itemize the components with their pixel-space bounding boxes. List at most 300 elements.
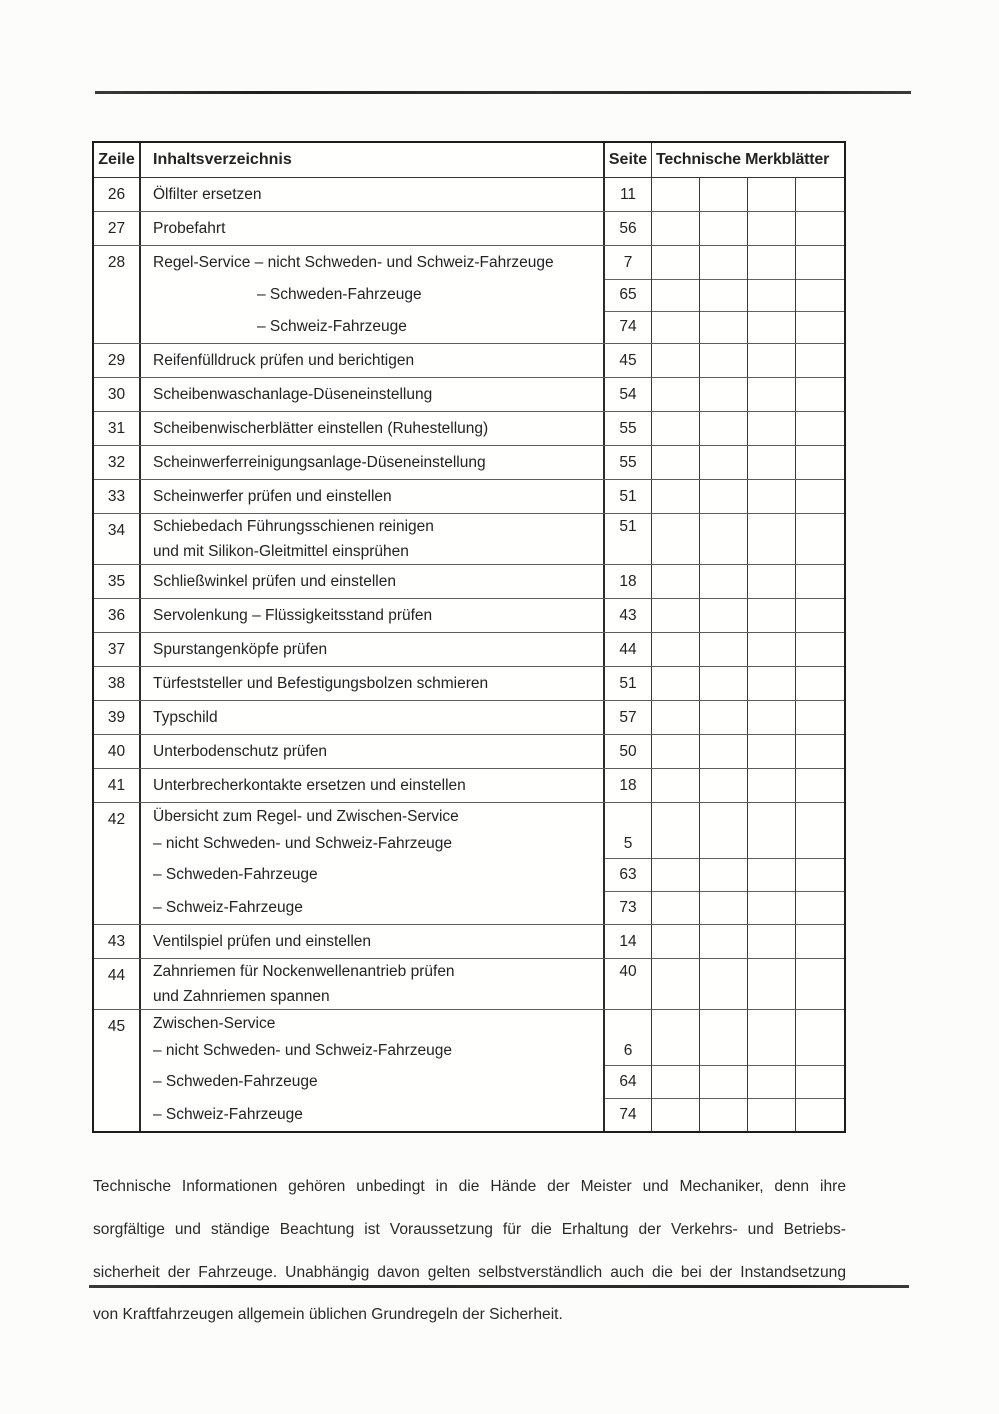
- content-line: [141, 412, 603, 445]
- page-number: 51: [619, 487, 637, 505]
- content-cell: [141, 701, 605, 734]
- content-cell: [141, 565, 605, 598]
- content-line-text: Typschild: [153, 708, 218, 726]
- row-number-cell: [94, 925, 141, 958]
- merkblatt-cell: [700, 246, 748, 279]
- page-and-merkblatt-block: [605, 667, 844, 700]
- merkblatt-cell: [748, 480, 796, 513]
- content-line: [141, 178, 603, 211]
- merkblatt-cell: [700, 514, 748, 564]
- header-technische-merkblaetter: [652, 143, 844, 177]
- merkblatt-cell: [748, 1010, 796, 1065]
- page-and-merkblatt-block: [605, 514, 844, 564]
- content-segment: [141, 925, 603, 958]
- page-number-cell: [605, 1010, 652, 1065]
- page-number: 55: [619, 419, 637, 437]
- merkblatt-cell: [700, 735, 748, 768]
- page-number: 7: [623, 253, 633, 271]
- content-line-text: Scheinwerfer prüfen und einstellen: [153, 487, 392, 505]
- content-line-text: Scheibenwischerblätter einstellen (Ruhestellung): [153, 419, 489, 437]
- row-number: 29: [107, 351, 126, 369]
- row-number: 38: [107, 674, 126, 692]
- row-number: 31: [107, 419, 126, 437]
- row-number: 45: [107, 1017, 126, 1035]
- page-number: 64: [619, 1072, 637, 1090]
- page-number: 14: [619, 932, 637, 950]
- row-segment: [605, 769, 844, 802]
- content-line-text: Regel-Service – nicht Schweden- und Schweiz-Fahrzeuge: [153, 253, 554, 271]
- content-segment: [141, 378, 603, 411]
- merkblatt-cell: [748, 858, 796, 891]
- merkblatt-cell: [796, 803, 844, 858]
- page-number: 73: [619, 898, 637, 916]
- page-number-cell: [605, 959, 652, 1009]
- header-zeile: [94, 143, 141, 177]
- page-number-cell: [605, 1098, 652, 1131]
- merkblatt-cell: [652, 667, 700, 700]
- content-line: [141, 246, 603, 279]
- page-number-cell: [605, 378, 652, 411]
- table-row: [94, 924, 844, 958]
- merkblatt-cell: [748, 701, 796, 734]
- content-segment: [141, 514, 603, 564]
- content-segment: [141, 212, 603, 245]
- content-line-text: Spurstangenköpfe prüfen: [153, 640, 328, 658]
- page-number-cell: [605, 344, 652, 377]
- merkblatt-cell: [652, 925, 700, 958]
- page-number-cell: [605, 178, 652, 211]
- merkblatt-cell: [652, 858, 700, 891]
- merkblatt-cell: [700, 959, 748, 1009]
- table-row: [94, 734, 844, 768]
- page-and-merkblatt-block: [605, 925, 844, 958]
- row-number: 28: [107, 253, 126, 271]
- content-line: [141, 311, 603, 343]
- content-line: [141, 446, 603, 479]
- content-cell: [141, 378, 605, 411]
- page-number-cell: [605, 925, 652, 958]
- page-number: 18: [619, 572, 637, 590]
- content-segment: [141, 891, 603, 924]
- content-line-text: – Schweden-Fahrzeuge: [257, 286, 422, 303]
- row-number-cell: [94, 633, 141, 666]
- merkblatt-cell: [748, 446, 796, 479]
- merkblatt-cell: [796, 891, 844, 924]
- merkblatt-cell: [748, 1065, 796, 1098]
- content-cell: [141, 1010, 605, 1131]
- row-number-cell: [94, 565, 141, 598]
- table-row: [94, 632, 844, 666]
- page-number: 74: [619, 1105, 637, 1123]
- page-and-merkblatt-block: [605, 735, 844, 768]
- merkblatt-cell: [652, 246, 700, 279]
- content-segment: [141, 633, 603, 666]
- row-segment: [605, 1065, 844, 1098]
- merkblatt-cell: [796, 178, 844, 211]
- merkblatt-cell: [748, 412, 796, 445]
- content-segment: [141, 178, 603, 211]
- merkblatt-cell: [796, 344, 844, 377]
- row-segment: [605, 378, 844, 411]
- page-number-cell: [605, 701, 652, 734]
- content-line-text: Unterbrecherkontakte ersetzen und einstellen: [153, 776, 466, 794]
- merkblatt-cell: [796, 246, 844, 279]
- row-number-cell: [94, 959, 141, 1009]
- page-number-cell: [605, 1065, 652, 1098]
- content-segment: [141, 412, 603, 445]
- content-segment: [141, 311, 603, 343]
- page-and-merkblatt-block: [605, 769, 844, 802]
- row-segment: [605, 212, 844, 245]
- row-segment: [605, 178, 844, 211]
- page-number: 11: [619, 185, 637, 203]
- merkblatt-cell: [700, 891, 748, 924]
- content-segment: [141, 769, 603, 802]
- row-number: 26: [107, 185, 126, 203]
- content-line: [141, 539, 603, 564]
- merkblatt-cell: [748, 344, 796, 377]
- merkblatt-cell: [748, 803, 796, 858]
- content-line: [141, 1065, 603, 1098]
- page-number-cell: [605, 803, 652, 858]
- merkblatt-cell: [796, 412, 844, 445]
- merkblatt-cell: [652, 959, 700, 1009]
- table-row: [94, 343, 844, 377]
- row-number-cell: [94, 480, 141, 513]
- content-segment: [141, 1098, 603, 1131]
- row-segment: [605, 667, 844, 700]
- row-segment: [605, 959, 844, 1009]
- merkblatt-cell: [700, 701, 748, 734]
- row-number: 37: [107, 640, 126, 658]
- merkblatt-cell: [700, 1065, 748, 1098]
- row-number-cell: [94, 667, 141, 700]
- page-number: 45: [619, 351, 637, 369]
- row-number-cell: [94, 212, 141, 245]
- merkblatt-cell: [700, 633, 748, 666]
- merkblatt-cell: [652, 1098, 700, 1131]
- content-line-text: Zahnriemen für Nockenwellenantrieb prüfen: [153, 962, 455, 980]
- content-segment: [141, 1065, 603, 1098]
- row-number: 39: [107, 708, 126, 726]
- content-cell: [141, 735, 605, 768]
- merkblatt-cell: [700, 178, 748, 211]
- row-segment: [605, 311, 844, 343]
- row-segment: [605, 803, 844, 858]
- merkblatt-cell: [652, 446, 700, 479]
- row-number-cell: [94, 803, 141, 924]
- row-number: 34: [107, 521, 126, 539]
- content-segment: [141, 701, 603, 734]
- merkblatt-cell: [652, 803, 700, 858]
- content-line: [141, 279, 603, 311]
- merkblatt-cell: [748, 959, 796, 1009]
- row-number-cell: [94, 1010, 141, 1131]
- page-number: 51: [619, 517, 637, 535]
- merkblatt-cell: [700, 769, 748, 802]
- footer-note: [93, 1176, 846, 1326]
- row-segment: [605, 858, 844, 891]
- content-line: [141, 891, 603, 924]
- page-number-cell: [605, 412, 652, 445]
- top-divider-line: [95, 91, 911, 94]
- page-and-merkblatt-block: [605, 412, 844, 445]
- merkblatt-cell: [652, 311, 700, 343]
- merkblatt-cell: [748, 514, 796, 564]
- merkblatt-cell: [652, 599, 700, 632]
- page-and-merkblatt-block: [605, 446, 844, 479]
- content-line: [141, 803, 603, 831]
- row-number-cell: [94, 378, 141, 411]
- content-cell: [141, 344, 605, 377]
- merkblatt-cell: [796, 633, 844, 666]
- page-number-cell: [605, 446, 652, 479]
- content-line-text: und Zahnriemen spannen: [153, 987, 330, 1005]
- table-row: [94, 445, 844, 479]
- merkblatt-cell: [796, 1065, 844, 1098]
- content-cell: [141, 480, 605, 513]
- header-zeile-label: Zeile: [98, 151, 135, 168]
- merkblatt-cell: [700, 279, 748, 311]
- merkblatt-cell: [748, 378, 796, 411]
- merkblatt-cell: [748, 667, 796, 700]
- content-line: [141, 769, 603, 802]
- row-segment: [605, 514, 844, 564]
- table-row: [94, 479, 844, 513]
- merkblatt-cell: [748, 279, 796, 311]
- content-line-text: Schiebedach Führungsschienen reinigen: [153, 517, 434, 535]
- content-cell: [141, 246, 605, 343]
- merkblatt-cell: [700, 667, 748, 700]
- table-row: [94, 377, 844, 411]
- page-number-cell: [605, 633, 652, 666]
- merkblatt-cell: [796, 599, 844, 632]
- row-segment: [605, 344, 844, 377]
- content-segment: [141, 803, 603, 858]
- merkblatt-cell: [796, 446, 844, 479]
- content-line: [141, 1098, 603, 1131]
- table-body: [94, 178, 844, 1131]
- row-number-cell: [94, 446, 141, 479]
- content-line: [141, 858, 603, 891]
- page-number-cell: [605, 891, 652, 924]
- row-number-cell: [94, 599, 141, 632]
- row-number: 42: [107, 810, 126, 828]
- merkblatt-cell: [700, 1010, 748, 1065]
- merkblatt-cell: [652, 412, 700, 445]
- content-segment: [141, 1010, 603, 1065]
- page-number: 56: [619, 219, 637, 237]
- page-and-merkblatt-block: [605, 378, 844, 411]
- merkblatt-cell: [652, 1065, 700, 1098]
- page-number: 40: [619, 962, 637, 980]
- row-number: 36: [107, 606, 126, 624]
- merkblatt-cell: [796, 279, 844, 311]
- merkblatt-cell: [748, 633, 796, 666]
- merkblatt-cell: [652, 514, 700, 564]
- page-number-cell: [605, 212, 652, 245]
- merkblatt-cell: [796, 667, 844, 700]
- content-line-text: Scheibenwaschanlage-Düseneinstellung: [153, 385, 433, 403]
- merkblatt-cell: [652, 701, 700, 734]
- footer-line: sicherheit der Fahrzeuge. Unabhängig davon gelten selbstverständlich auch die bei der Instandsetzung: [93, 1263, 846, 1281]
- content-cell: [141, 514, 605, 564]
- merkblatt-cell: [748, 599, 796, 632]
- content-line: [141, 667, 603, 700]
- merkblatt-cell: [652, 633, 700, 666]
- merkblatt-cell: [748, 891, 796, 924]
- page-number-cell: [605, 858, 652, 891]
- page-number: 44: [619, 640, 637, 658]
- row-segment: [605, 701, 844, 734]
- content-line: [141, 565, 603, 598]
- page-and-merkblatt-block: [605, 565, 844, 598]
- page-and-merkblatt-block: [605, 178, 844, 211]
- content-segment: [141, 565, 603, 598]
- page-and-merkblatt-block: [605, 212, 844, 245]
- content-line: [141, 1038, 603, 1066]
- merkblatt-cell: [652, 735, 700, 768]
- page-and-merkblatt-block: [605, 803, 844, 924]
- page-number-cell: [605, 311, 652, 343]
- merkblatt-cell: [700, 412, 748, 445]
- content-cell: [141, 769, 605, 802]
- merkblatt-cell: [700, 446, 748, 479]
- row-segment: [605, 1010, 844, 1065]
- content-line-text: Unterbodenschutz prüfen: [153, 742, 328, 760]
- merkblatt-cell: [700, 565, 748, 598]
- page-number-cell: [605, 514, 652, 564]
- row-number: 27: [107, 219, 126, 237]
- row-number-cell: [94, 735, 141, 768]
- content-segment: [141, 599, 603, 632]
- content-line-text: – Schweden-Fahrzeuge: [153, 1072, 318, 1090]
- row-segment: [605, 599, 844, 632]
- table-row: [94, 666, 844, 700]
- merkblatt-cell: [700, 599, 748, 632]
- merkblatt-cell: [796, 701, 844, 734]
- page-number-cell: [605, 735, 652, 768]
- content-cell: [141, 925, 605, 958]
- content-line-text: und mit Silikon-Gleitmittel einsprühen: [153, 542, 409, 560]
- page-number: 65: [619, 286, 637, 303]
- merkblatt-cell: [796, 769, 844, 802]
- content-segment: [141, 858, 603, 891]
- content-line-text: – Schweiz-Fahrzeuge: [153, 1105, 303, 1123]
- content-line-text: Ventilspiel prüfen und einstellen: [153, 932, 372, 950]
- content-line: [141, 212, 603, 245]
- merkblatt-cell: [796, 378, 844, 411]
- footer-line: Technische Informationen gehören unbedingt in die Hände der Meister und Mechaniker, denn ihre: [93, 1178, 846, 1195]
- page-number: 54: [619, 385, 637, 403]
- content-cell: [141, 412, 605, 445]
- table-row: [94, 1009, 844, 1131]
- content-line-text: Schließwinkel prüfen und einstellen: [153, 572, 396, 590]
- page-and-merkblatt-block: [605, 1010, 844, 1131]
- table-row: [94, 958, 844, 1009]
- content-line: [141, 599, 603, 632]
- page-number: 57: [619, 708, 637, 726]
- row-number: 44: [107, 966, 126, 984]
- header-inhaltsverzeichnis-label: Inhaltsverzeichnis: [153, 151, 292, 168]
- merkblatt-cell: [652, 1010, 700, 1065]
- content-line: [141, 480, 603, 513]
- content-cell: [141, 212, 605, 245]
- content-line: [141, 701, 603, 734]
- content-line: [141, 344, 603, 377]
- merkblatt-cell: [748, 1098, 796, 1131]
- merkblatt-cell: [652, 178, 700, 211]
- table-row: [94, 768, 844, 802]
- row-number: 35: [107, 572, 126, 590]
- footer-line: von Kraftfahrzeugen allgemein üblichen Grundregeln der Sicherheit.: [93, 1306, 563, 1324]
- content-cell: [141, 667, 605, 700]
- merkblatt-cell: [748, 178, 796, 211]
- page-and-merkblatt-block: [605, 344, 844, 377]
- merkblatt-cell: [652, 212, 700, 245]
- content-line-text: Servolenkung – Flüssigkeitsstand prüfen: [153, 606, 433, 624]
- row-segment: [605, 446, 844, 479]
- table-row: [94, 411, 844, 445]
- merkblatt-cell: [748, 311, 796, 343]
- header-technische-merkblaetter-label: Technische Merkblätter: [656, 151, 830, 168]
- header-inhaltsverzeichnis: [141, 143, 605, 177]
- page-and-merkblatt-block: [605, 959, 844, 1009]
- content-line-text: Probefahrt: [153, 219, 226, 237]
- content-segment: [141, 959, 603, 1009]
- page-number-cell: [605, 667, 652, 700]
- row-number-cell: [94, 412, 141, 445]
- merkblatt-cell: [796, 212, 844, 245]
- merkblatt-cell: [796, 858, 844, 891]
- row-number-cell: [94, 178, 141, 211]
- content-segment: [141, 735, 603, 768]
- merkblatt-cell: [796, 311, 844, 343]
- content-segment: [141, 279, 603, 311]
- content-cell: [141, 599, 605, 632]
- table-row: [94, 564, 844, 598]
- content-cell: [141, 446, 605, 479]
- content-cell: [141, 959, 605, 1009]
- row-segment: [605, 246, 844, 279]
- table-row: [94, 178, 844, 211]
- row-segment: [605, 412, 844, 445]
- merkblatt-cell: [700, 311, 748, 343]
- table-row: [94, 598, 844, 632]
- row-segment: [605, 565, 844, 598]
- merkblatt-cell: [652, 480, 700, 513]
- content-line-text: – Schweiz-Fahrzeuge: [153, 898, 303, 916]
- content-segment: [141, 667, 603, 700]
- content-line: [141, 959, 603, 984]
- content-cell: [141, 633, 605, 666]
- page-and-merkblatt-block: [605, 633, 844, 666]
- page-number-cell: [605, 246, 652, 279]
- row-number-cell: [94, 514, 141, 564]
- row-segment: [605, 633, 844, 666]
- row-number: 30: [107, 385, 126, 403]
- header-seite-label: Seite: [608, 151, 648, 168]
- merkblatt-cell: [796, 925, 844, 958]
- row-number: 40: [107, 742, 126, 760]
- merkblatt-cell: [652, 344, 700, 377]
- page-number: 63: [619, 865, 637, 883]
- content-cell: [141, 178, 605, 211]
- row-segment: [605, 925, 844, 958]
- merkblatt-cell: [700, 378, 748, 411]
- content-line-text: Türfeststeller und Befestigungsbolzen schmieren: [153, 674, 489, 692]
- page-number: 55: [619, 453, 637, 471]
